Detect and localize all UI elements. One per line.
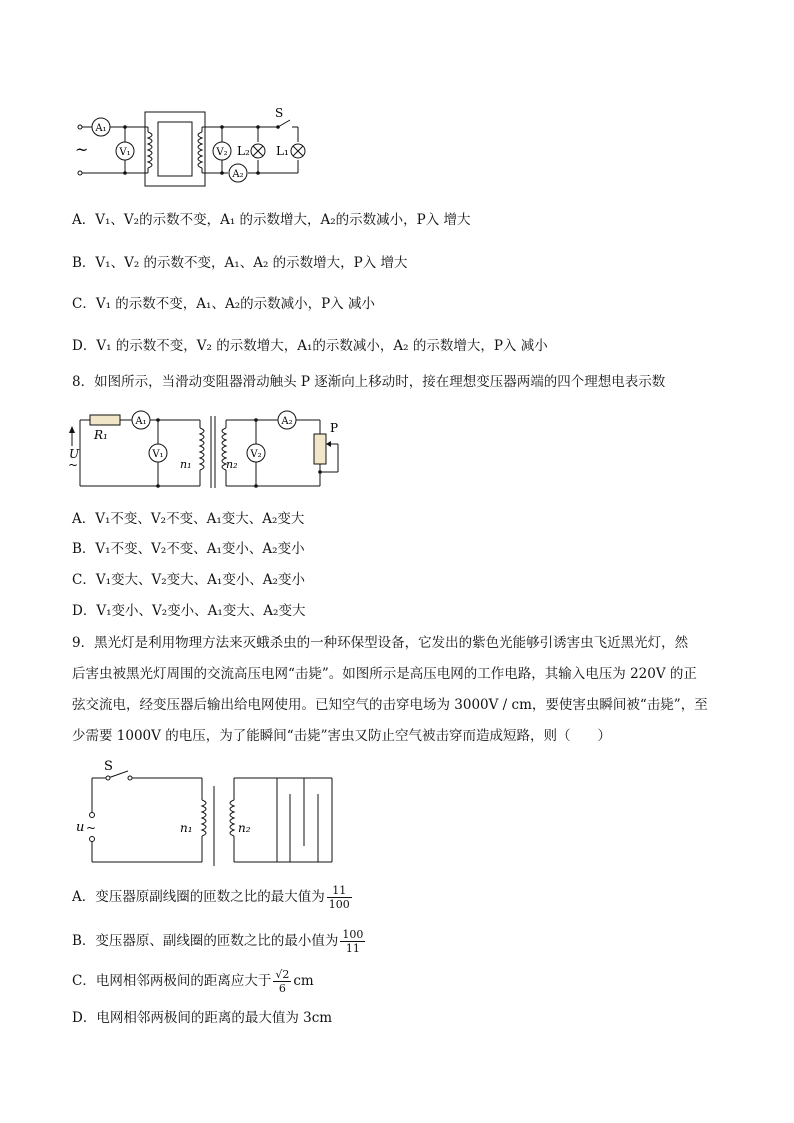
q8-slider-p-label: P [330,421,339,435]
q9-option-d: D．电网相邻两极间的距离的最大值为 3cm [72,1010,333,1026]
q9-voltage-u-label: u [76,820,85,835]
q9-circuit-diagram [70,758,350,868]
q9-option-a [72,884,354,911]
q9-switch-s-label: S [104,759,113,774]
q7-lamp-l2-label: L₂ [237,144,250,158]
q9-option-c-text: C．电网相邻两极间的距离应大于 [72,973,272,989]
q7-option-b: B．V₁、V₂ 的示数不变，A₁、A₂ 的示数增大，P入 增大 [72,255,408,271]
q9-ac-symbol: ~ [86,821,97,835]
q8-resistor-r1-label: R₁ [94,428,108,442]
q9-coil-n2-label: n₂ [238,821,251,835]
q7-option-a: A．V₁、V₂的示数不变，A₁ 的示数增大，A₂的示数减小，P入 增大 [72,212,471,228]
q9-option-b-text: B．变压器原、副线圈的匝数之比的最小值为 [72,933,339,949]
q7-circuit-diagram [70,104,310,188]
q9-coil-n1-label: n₁ [180,821,193,835]
q8-voltmeter-v1-label: V₁ [152,449,164,460]
q8-voltage-u-label: U [69,447,80,461]
q7-ammeter-a2-label: A₂ [232,169,244,180]
q9-stem-line-3: 弦交流电，经变压器后输出给电网使用。已知空气的击穿电场为 3000V / cm，要使害虫瞬间被“击毙”，至 [72,697,708,713]
q7-lamp-l1-label: L₁ [276,144,289,158]
q9-option-b-denominator: 11 [345,942,360,955]
q8-option-c: C．V₁变大、V₂变大、A₁变小、A₂变小 [72,572,305,588]
q7-voltmeter-v1-label: V₁ [119,147,131,158]
q9-option-c-unit: cm [293,973,314,989]
q8-stem: 8．如图所示，当滑动变阻器滑动触头 P 逐渐向上移动时，接在理想变压器两端的四个理想电表示数 [72,374,666,390]
q9-option-a-numerator: 11 [327,884,352,898]
q8-option-b: B．V₁不变、V₂不变、A₁变小、A₂变小 [72,541,305,557]
q9-option-c-numerator: √2 [275,968,290,981]
q7-option-d: D．V₁ 的示数不变，V₂ 的示数增大，A₁的示数减小，A₂ 的示数增大，P入 减小 [72,338,548,354]
q9-option-b [72,928,367,955]
q9-option-c [72,968,314,995]
q9-stem-line-4: 少需要 1000V 的电压，为了能瞬间“击毙”害虫又防止空气被击穿而造成短路，则（ ） [72,728,611,744]
q8-ac-symbol: ~ [68,458,79,472]
q7-ammeter-a1-label: A₁ [95,123,107,134]
q9-option-a-text: A．变压器原副线圈的匝数之比的最大值为 [72,889,325,905]
q9-stem-line-1: 9．黑光灯是利用物理方法来灭蛾杀虫的一种环保型设备，它发出的紫色光能够引诱害虫飞近黑光灯，然 [72,635,689,651]
q7-switch-label: S [275,106,284,120]
q8-ammeter-a2-label: A₂ [281,416,293,427]
q7-ac-symbol: ~ [75,140,89,159]
q8-voltmeter-v2-label: V₂ [250,449,262,460]
q9-option-a-fraction [327,884,352,911]
q8-coil-n2-label: n₂ [226,458,238,471]
q7-voltmeter-v2-label: V₂ [216,147,228,158]
q8-coil-n1-label: n₁ [180,458,192,471]
q9-stem-line-2: 后害虫被黑光灯周围的交流高压电网“击毙”。如图所示是高压电网的工作电路，其输入电压为 220V 的正 [72,666,697,682]
q8-option-d: D．V₁变小、V₂变小、A₁变大、A₂变大 [72,603,306,619]
q8-ammeter-a1-label: A₁ [135,416,147,427]
q9-option-c-denominator: 6 [278,982,286,995]
q7-option-c: C．V₁ 的示数不变，A₁、A₂的示数减小，P入 减小 [72,296,375,312]
q9-option-c-fraction [273,968,291,995]
q9-option-b-numerator: 100 [342,928,364,941]
q8-circuit-diagram [70,406,360,492]
q9-option-b-fraction [340,928,365,955]
q9-option-a-denominator: 100 [328,898,350,911]
q8-option-a: A．V₁不变、V₂不变、A₁变大、A₂变大 [72,511,305,527]
